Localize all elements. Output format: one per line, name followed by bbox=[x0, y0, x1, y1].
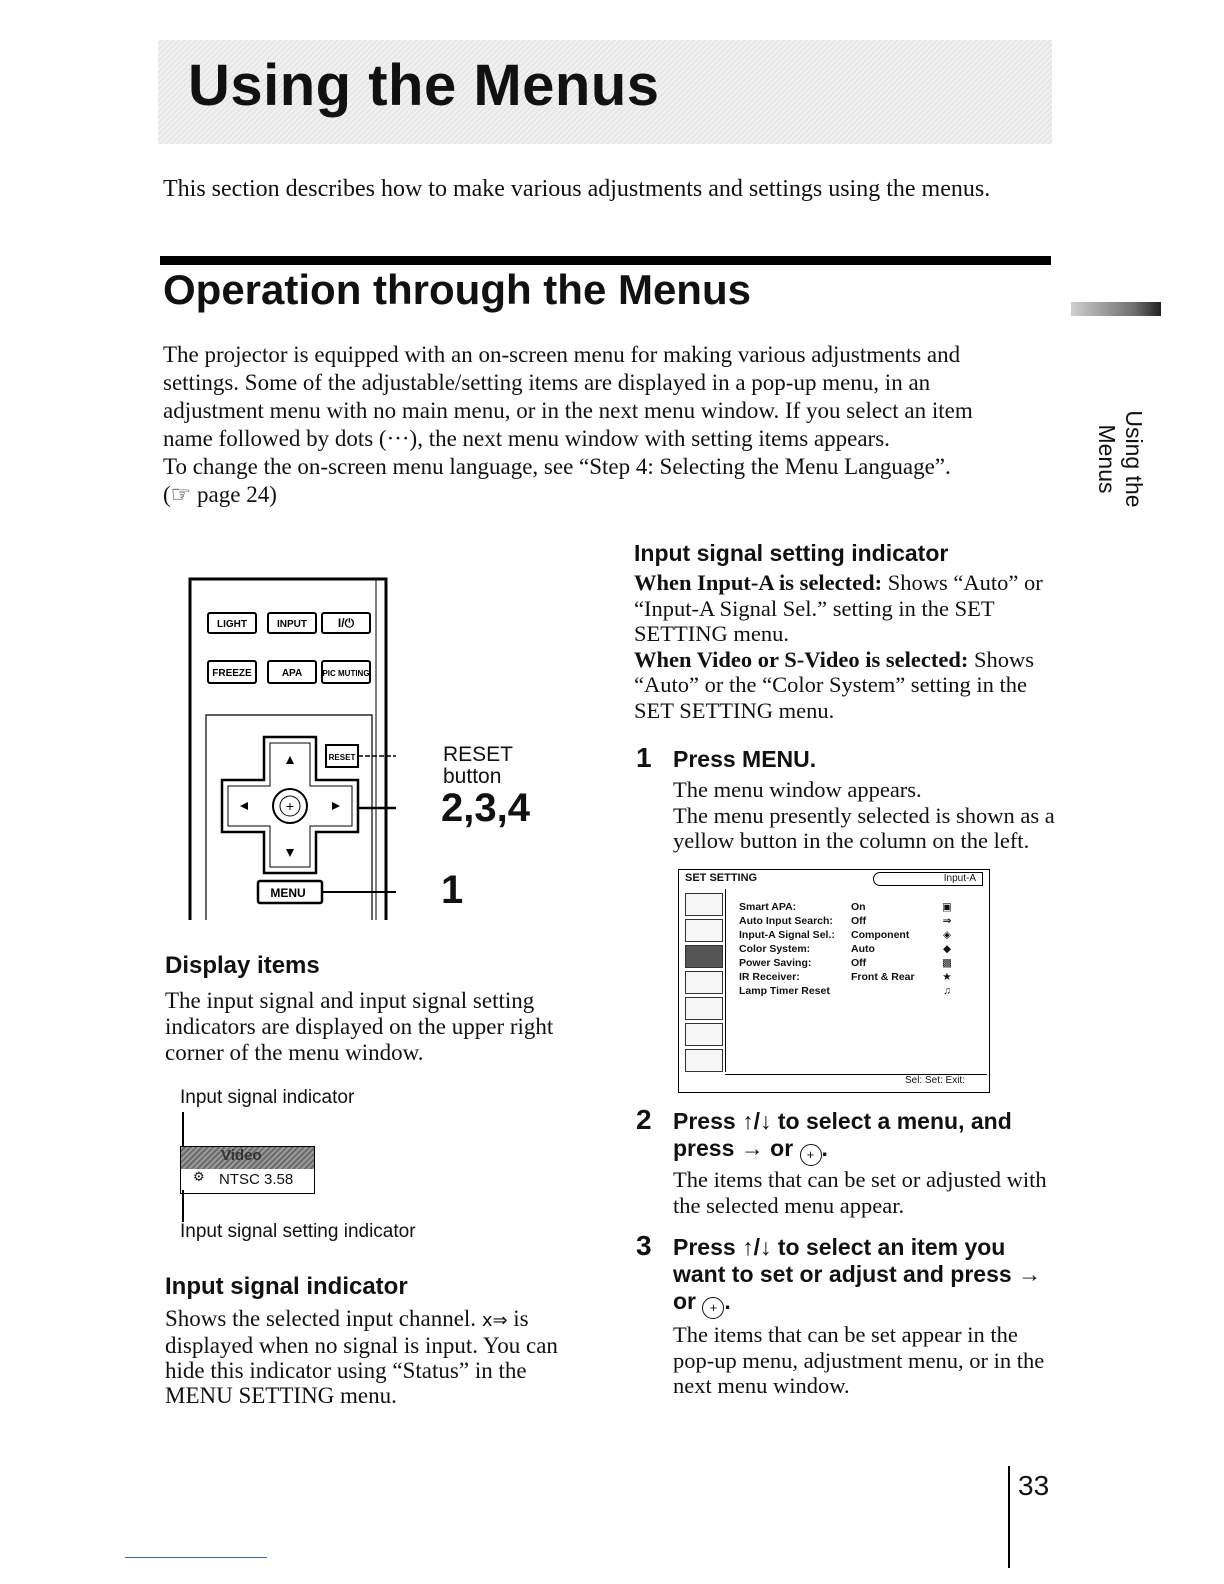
menu-window-items bbox=[739, 900, 957, 998]
paragraph-line: The projector is equipped with an on-screen menu for making various adjustments and bbox=[163, 342, 961, 367]
right-arrow-icon: → bbox=[740, 1135, 764, 1161]
input-signal-setting-heading: Input signal setting indicator bbox=[634, 540, 949, 566]
paragraph-line: To change the on-screen menu language, see “Step 4: Selecting the Menu Language”. bbox=[163, 454, 951, 479]
page-title: Using the Menus bbox=[188, 53, 660, 118]
signal-icon: ⚙ bbox=[193, 1169, 205, 1184]
step-3-number: 3 bbox=[636, 1230, 652, 1261]
light-button-label: LIGHT bbox=[217, 619, 247, 630]
menu-icon-button bbox=[685, 1049, 723, 1072]
menu-item-row: Power Saving: Off ▩ bbox=[739, 956, 957, 970]
pic-muting-button-label: PIC MUTING bbox=[322, 669, 370, 678]
input-signal-setting-text: When Input-A is selected: Shows “Auto” or “Input-A Signal Sel.” setting in the SET SETTING menu. When Video or S-Video is selected: Shows “Auto” or the “Color System” setting in the SET SETTING menu. bbox=[634, 570, 1043, 723]
step-3-title: Press ↑/↓ to select an item you want to set or adjust and press → or + . bbox=[673, 1234, 1063, 1319]
input-signal-setting-indicator-label: Input signal setting indicator bbox=[180, 1221, 416, 1242]
leader-line bbox=[182, 1190, 184, 1222]
display-items-text: The input signal and input signal setting indicators are displayed on the upper right corner of the menu window. bbox=[165, 988, 554, 1065]
step-1-number: 1 bbox=[636, 742, 652, 773]
page-reference: (☞ page 24) bbox=[163, 482, 277, 507]
menu-window-footer: Sel: Set: Exit: bbox=[725, 1074, 987, 1089]
footer-line bbox=[125, 1557, 267, 1558]
step-1-callout: 1 bbox=[441, 868, 464, 912]
apa-button-label: APA bbox=[281, 668, 303, 679]
menu-icon-button bbox=[685, 997, 723, 1020]
paragraph-line: name followed by dots (···), the next menu window with setting items appears. bbox=[163, 426, 890, 451]
menu-item-row: IR Receiver: Front & Rear ★ bbox=[739, 970, 957, 984]
side-tab-bar bbox=[1071, 302, 1161, 316]
page-number-rule bbox=[1008, 1466, 1010, 1568]
menu-item-row: Smart APA: On ▣ bbox=[739, 900, 957, 914]
power-button-label: I/⏻ bbox=[337, 616, 355, 630]
video-indicator-text: Video bbox=[221, 1147, 262, 1164]
setting-icon: ▩ bbox=[942, 957, 952, 969]
section-rule bbox=[160, 256, 1051, 265]
enter-icon: + bbox=[800, 1144, 822, 1166]
no-signal-icon: x⇒ bbox=[481, 1310, 508, 1331]
input-signal-indicator-label: Input signal indicator bbox=[180, 1087, 355, 1108]
menu-item-row: Color System: Auto ◆ bbox=[739, 942, 957, 956]
up-down-arrow-icon: ↑/↓ bbox=[742, 1108, 772, 1134]
step-1-title: Press MENU. bbox=[673, 746, 817, 772]
freeze-button-label: FREEZE bbox=[212, 668, 252, 679]
step-2-title: Press ↑/↓ to select a menu, and press → or + . bbox=[673, 1108, 1063, 1166]
menu-window-sidebar bbox=[681, 889, 726, 1072]
pointing-hand-icon: ☞ bbox=[170, 482, 192, 507]
setting-icon: ◈ bbox=[942, 929, 952, 941]
menu-icon-button bbox=[685, 971, 723, 994]
menu-item-row: Input-A Signal Sel.: Component ◈ bbox=[739, 928, 957, 942]
menu-window-input-indicator: Input-A bbox=[873, 872, 983, 886]
menu-window-illustration bbox=[678, 869, 990, 1093]
paragraph-line: adjustment menu with no main menu, or in the next menu window. If you select an item bbox=[163, 398, 973, 423]
input-signal-indicator-text: Shows the selected input channel. x⇒ is displayed when no signal is input. You can hide this indicator using “Status” in the MENU SETTING menu. bbox=[165, 1306, 558, 1408]
step-1-body: The menu window appears. The menu presently selected is shown as a yellow button in the column on the left. bbox=[673, 777, 1055, 853]
up-down-arrow-icon: ↑/↓ bbox=[742, 1234, 772, 1260]
input-signal-indicator-heading: Input signal indicator bbox=[165, 1273, 408, 1300]
steps-234-callout: 2,3,4 bbox=[441, 786, 530, 830]
setting-icon: ★ bbox=[942, 971, 952, 983]
menu-icon-button bbox=[685, 919, 723, 942]
setting-icon: ♫ bbox=[943, 985, 951, 997]
step-2-body: The items that can be set or adjusted with the selected menu appear. bbox=[673, 1167, 1047, 1218]
menu-icon-button-selected bbox=[685, 945, 723, 968]
ntsc-indicator-text: NTSC 3.58 bbox=[219, 1171, 294, 1188]
paragraph-line: settings. Some of the adjustable/setting items are displayed in a pop-up menu, in an bbox=[163, 370, 931, 395]
menu-key-label: MENU bbox=[270, 886, 306, 900]
enter-icon: + bbox=[702, 1297, 724, 1319]
section-heading: Operation through the Menus bbox=[163, 266, 751, 313]
step-2-number: 2 bbox=[636, 1104, 652, 1135]
input-button-label: INPUT bbox=[277, 619, 307, 630]
menu-window-title: SET SETTING bbox=[685, 872, 758, 884]
menu-icon-button bbox=[685, 1023, 723, 1046]
intro-text: This section describes how to make various adjustments and settings using the menus. bbox=[163, 176, 991, 202]
step-3-body: The items that can be set appear in the pop-up menu, adjustment menu, or in the next menu window. bbox=[673, 1322, 1045, 1398]
right-arrow-icon: → bbox=[1018, 1261, 1042, 1287]
side-tab-label: Using the Menus bbox=[1094, 410, 1147, 508]
page-number: 33 bbox=[1018, 1470, 1050, 1501]
intro-paragraph bbox=[163, 341, 1063, 509]
reset-key-label: RESET bbox=[328, 753, 356, 762]
menu-item-row: Auto Input Search: Off ⇒ bbox=[739, 914, 957, 928]
display-items-heading: Display items bbox=[165, 952, 320, 979]
setting-icon: ⇒ bbox=[942, 915, 952, 927]
indicator-sample bbox=[180, 1146, 315, 1194]
svg-text:+: + bbox=[285, 798, 295, 814]
setting-icon: ▣ bbox=[942, 901, 952, 913]
reset-button-callout: RESET button bbox=[443, 743, 514, 788]
menu-item-row: Lamp Timer Reset ♫ bbox=[739, 984, 957, 998]
menu-icon-button bbox=[685, 893, 723, 916]
setting-icon: ◆ bbox=[942, 943, 952, 955]
remote-control-illustration bbox=[186, 575, 396, 920]
